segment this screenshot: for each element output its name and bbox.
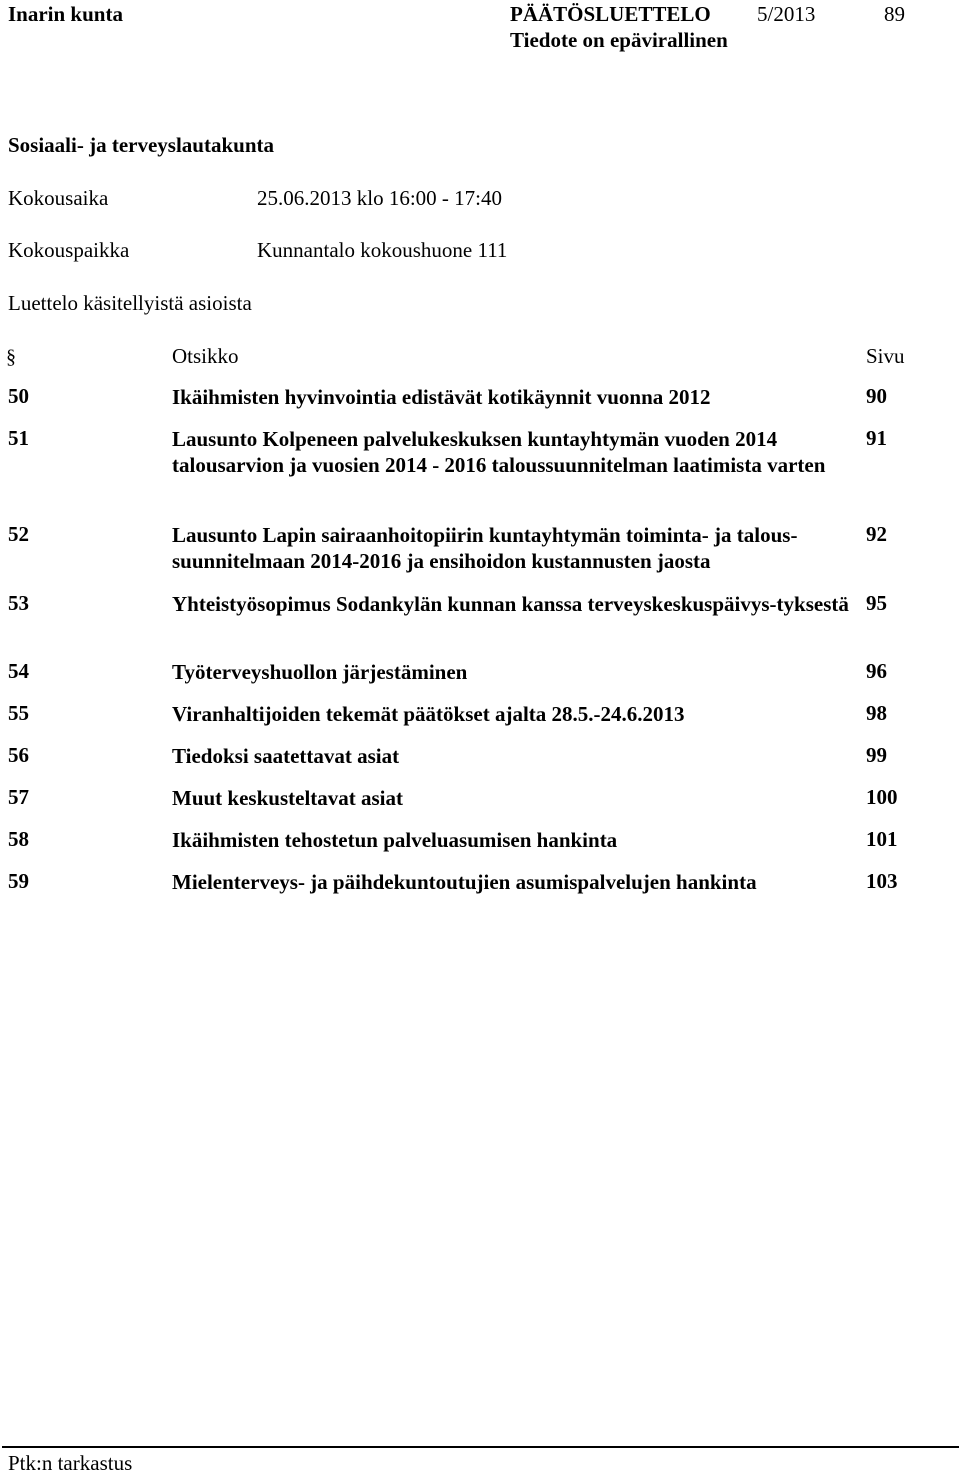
meeting-time-value: 25.06.2013 klo 16:00 - 17:40: [257, 186, 502, 210]
item-page: 100: [866, 785, 898, 809]
item-number: 53: [8, 591, 29, 615]
item-title: Mielenterveys- ja päihdekuntoutujien asumispalvelujen hankinta: [172, 870, 757, 894]
footer-review-label: Ptk:n tarkastus: [8, 1451, 133, 1475]
municipality-name: Inarin kunta: [8, 2, 123, 26]
column-header-title: Otsikko: [172, 344, 239, 368]
item-page: 92: [866, 522, 887, 546]
item-page: 101: [866, 827, 898, 851]
item-page: 90: [866, 384, 887, 408]
item-number: 50: [8, 384, 29, 408]
meeting-place-label: Kokouspaikka: [8, 238, 130, 262]
item-title: Lausunto Lapin sairaanhoitopiirin kuntayhtymän toiminta- ja talous-suunnitelmaan 2014-2016 ja ensihoidon kustannusten jaosta: [172, 523, 798, 573]
item-page: 98: [866, 701, 887, 725]
item-title: Ikäihmisten tehostetun palveluasumisen hankinta: [172, 828, 618, 852]
item-number: 57: [8, 785, 29, 809]
footer-divider: [2, 1446, 959, 1448]
meeting-time-label: Kokousaika: [8, 186, 109, 210]
unofficial-notice: Tiedote on epävirallinen: [510, 28, 728, 52]
committee-name: Sosiaali- ja terveyslautakunta: [8, 133, 275, 157]
item-title: Muut keskusteltavat asiat: [172, 786, 404, 810]
item-number: 59: [8, 869, 29, 893]
document-number: 5/2013: [757, 2, 816, 26]
item-page: 96: [866, 659, 887, 683]
item-title: Ikäihmisten hyvinvointia edistävät kotikäynnit vuonna 2012: [172, 385, 711, 409]
section-symbol: §: [6, 346, 16, 368]
item-number: 58: [8, 827, 29, 851]
list-title: Luettelo käsitellyistä asioista: [8, 291, 252, 315]
column-header-page: Sivu: [866, 344, 905, 368]
item-number: 52: [8, 522, 29, 546]
meeting-place-value: Kunnantalo kokoushuone 111: [257, 238, 508, 262]
item-title: Tiedoksi saatettavat asiat: [172, 744, 400, 768]
item-number: 51: [8, 426, 29, 450]
item-number: 54: [8, 659, 29, 683]
item-title: Lausunto Kolpeneen palvelukeskuksen kuntayhtymän vuoden 2014 talousarvion ja vuosien 2014 - 2016 taloussuunnitelman laatimista varten: [172, 427, 826, 477]
item-number: 55: [8, 701, 29, 725]
item-page: 103: [866, 869, 898, 893]
page-number: 89: [884, 2, 905, 26]
document-title: PÄÄTÖSLUETTELO: [510, 2, 711, 26]
item-number: 56: [8, 743, 29, 767]
item-title: Viranhaltijoiden tekemät päätökset ajalta 28.5.-24.6.2013: [172, 702, 685, 726]
item-page: 91: [866, 426, 887, 450]
item-page: 95: [866, 591, 887, 615]
item-title: Yhteistyösopimus Sodankylän kunnan kanssa terveyskeskuspäivys-tyksestä: [172, 592, 849, 616]
item-title: Työterveyshuollon järjestäminen: [172, 660, 468, 684]
item-page: 99: [866, 743, 887, 767]
